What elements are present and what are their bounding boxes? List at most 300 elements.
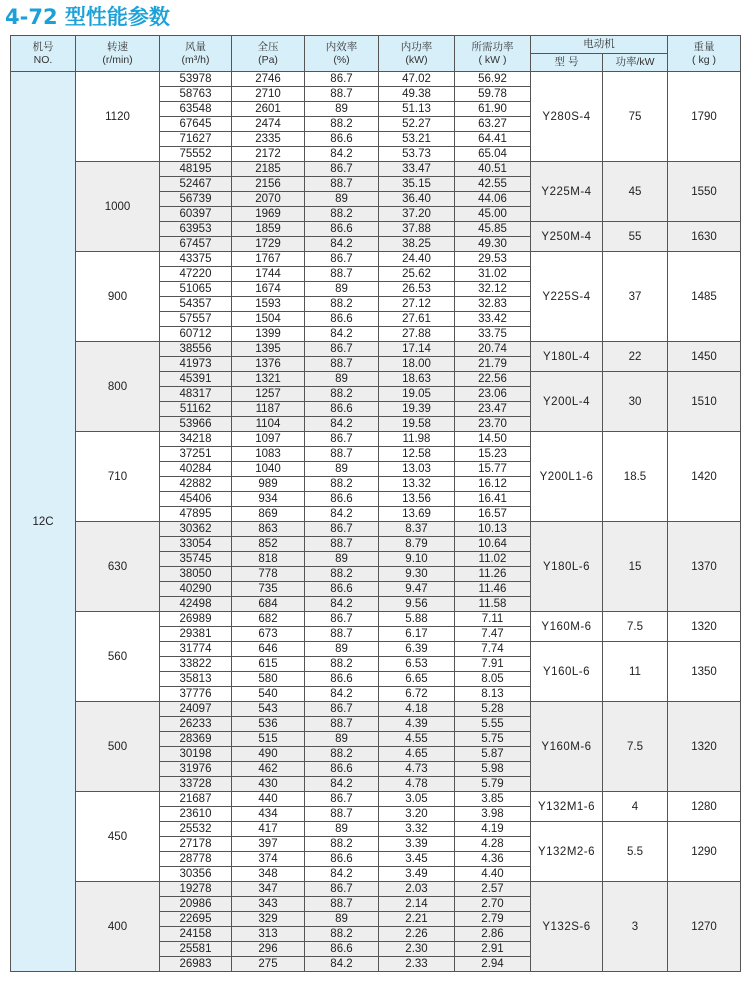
inner-power-cell: 6.53 xyxy=(379,657,455,672)
motor-type-cell: Y180L-4 xyxy=(531,342,603,372)
efficiency-cell: 89 xyxy=(305,822,379,837)
inner-power-cell: 4.18 xyxy=(379,702,455,717)
motor-type-cell: Y280S-4 xyxy=(531,72,603,162)
required-power-cell: 11.58 xyxy=(455,597,531,612)
required-power-cell: 59.78 xyxy=(455,87,531,102)
efficiency-cell: 84.2 xyxy=(305,867,379,882)
flow-cell: 47895 xyxy=(160,507,232,522)
inner-power-cell: 9.47 xyxy=(379,582,455,597)
efficiency-cell: 84.2 xyxy=(305,957,379,972)
flow-cell: 41973 xyxy=(160,357,232,372)
required-power-cell: 11.46 xyxy=(455,582,531,597)
inner-power-cell: 2.14 xyxy=(379,897,455,912)
flow-cell: 53966 xyxy=(160,417,232,432)
inner-power-cell: 17.14 xyxy=(379,342,455,357)
efficiency-cell: 88.2 xyxy=(305,477,379,492)
pressure-cell: 1504 xyxy=(232,312,305,327)
inner-power-cell: 2.26 xyxy=(379,927,455,942)
speed-cell: 1000 xyxy=(76,162,160,252)
weight-cell: 1370 xyxy=(668,522,741,612)
pressure-cell: 863 xyxy=(232,522,305,537)
weight-cell: 1450 xyxy=(668,342,741,372)
inner-power-cell: 4.65 xyxy=(379,747,455,762)
required-power-cell: 10.64 xyxy=(455,537,531,552)
flow-cell: 40290 xyxy=(160,582,232,597)
flow-cell: 71627 xyxy=(160,132,232,147)
inner-power-cell: 27.88 xyxy=(379,327,455,342)
efficiency-cell: 88.7 xyxy=(305,897,379,912)
pressure-cell: 1187 xyxy=(232,402,305,417)
efficiency-cell: 86.7 xyxy=(305,342,379,357)
flow-cell: 40284 xyxy=(160,462,232,477)
inner-power-cell: 13.03 xyxy=(379,462,455,477)
required-power-cell: 2.86 xyxy=(455,927,531,942)
weight-cell: 1320 xyxy=(668,612,741,642)
required-power-cell: 65.04 xyxy=(455,147,531,162)
inner-power-cell: 9.56 xyxy=(379,597,455,612)
pressure-cell: 313 xyxy=(232,927,305,942)
flow-cell: 26989 xyxy=(160,612,232,627)
flow-cell: 30198 xyxy=(160,747,232,762)
inner-power-cell: 24.40 xyxy=(379,252,455,267)
inner-power-cell: 19.39 xyxy=(379,402,455,417)
flow-cell: 25581 xyxy=(160,942,232,957)
flow-cell: 34218 xyxy=(160,432,232,447)
flow-cell: 19278 xyxy=(160,882,232,897)
efficiency-cell: 84.2 xyxy=(305,417,379,432)
efficiency-cell: 86.7 xyxy=(305,162,379,177)
motor-power-cell: 75 xyxy=(603,72,668,162)
flow-cell: 54357 xyxy=(160,297,232,312)
efficiency-cell: 88.2 xyxy=(305,207,379,222)
flow-cell: 24158 xyxy=(160,927,232,942)
inner-power-cell: 13.69 xyxy=(379,507,455,522)
required-power-cell: 61.90 xyxy=(455,102,531,117)
flow-cell: 63953 xyxy=(160,222,232,237)
pressure-cell: 1674 xyxy=(232,282,305,297)
inner-power-cell: 35.15 xyxy=(379,177,455,192)
pressure-cell: 1376 xyxy=(232,357,305,372)
speed-cell: 560 xyxy=(76,612,160,702)
flow-cell: 35813 xyxy=(160,672,232,687)
inner-power-cell: 25.62 xyxy=(379,267,455,282)
header-motor: 电动机 xyxy=(531,36,668,54)
motor-power-cell: 30 xyxy=(603,372,668,432)
table-row xyxy=(11,252,741,267)
efficiency-cell: 86.7 xyxy=(305,702,379,717)
pressure-cell: 1083 xyxy=(232,447,305,462)
pressure-cell: 2172 xyxy=(232,147,305,162)
table-row xyxy=(11,702,741,717)
pressure-cell: 2070 xyxy=(232,192,305,207)
required-power-cell: 14.50 xyxy=(455,432,531,447)
required-power-cell: 32.83 xyxy=(455,297,531,312)
performance-table xyxy=(10,35,741,972)
inner-power-cell: 9.30 xyxy=(379,567,455,582)
flow-cell: 33822 xyxy=(160,657,232,672)
pressure-cell: 1969 xyxy=(232,207,305,222)
efficiency-cell: 84.2 xyxy=(305,777,379,792)
motor-type-cell: Y225M-4 xyxy=(531,162,603,222)
weight-cell: 1350 xyxy=(668,642,741,702)
efficiency-cell: 89 xyxy=(305,642,379,657)
flow-cell: 43375 xyxy=(160,252,232,267)
required-power-cell: 4.40 xyxy=(455,867,531,882)
flow-cell: 22695 xyxy=(160,912,232,927)
required-power-cell: 22.56 xyxy=(455,372,531,387)
required-power-cell: 29.53 xyxy=(455,252,531,267)
efficiency-cell: 88.7 xyxy=(305,447,379,462)
weight-cell: 1485 xyxy=(668,252,741,342)
flow-cell: 75552 xyxy=(160,147,232,162)
motor-type-cell: Y200L-4 xyxy=(531,372,603,432)
motor-power-cell: 22 xyxy=(603,342,668,372)
weight-cell: 1290 xyxy=(668,822,741,882)
pressure-cell: 397 xyxy=(232,837,305,852)
flow-cell: 48317 xyxy=(160,387,232,402)
inner-power-cell: 6.72 xyxy=(379,687,455,702)
table-row xyxy=(11,612,741,627)
required-power-cell: 10.13 xyxy=(455,522,531,537)
flow-cell: 29381 xyxy=(160,627,232,642)
required-power-cell: 5.28 xyxy=(455,702,531,717)
pressure-cell: 1395 xyxy=(232,342,305,357)
inner-power-cell: 36.40 xyxy=(379,192,455,207)
inner-power-cell: 18.63 xyxy=(379,372,455,387)
required-power-cell: 7.74 xyxy=(455,642,531,657)
efficiency-cell: 86.6 xyxy=(305,582,379,597)
flow-cell: 51065 xyxy=(160,282,232,297)
efficiency-cell: 88.7 xyxy=(305,627,379,642)
motor-power-cell: 15 xyxy=(603,522,668,612)
efficiency-cell: 88.2 xyxy=(305,117,379,132)
weight-cell: 1320 xyxy=(668,702,741,792)
efficiency-cell: 86.7 xyxy=(305,72,379,87)
inner-power-cell: 51.13 xyxy=(379,102,455,117)
speed-cell: 1120 xyxy=(76,72,160,162)
inner-power-cell: 3.39 xyxy=(379,837,455,852)
table-row xyxy=(11,522,741,537)
required-power-cell: 63.27 xyxy=(455,117,531,132)
efficiency-cell: 88.7 xyxy=(305,177,379,192)
inner-power-cell: 13.32 xyxy=(379,477,455,492)
required-power-cell: 42.55 xyxy=(455,177,531,192)
flow-cell: 23610 xyxy=(160,807,232,822)
efficiency-cell: 84.2 xyxy=(305,687,379,702)
required-power-cell: 33.42 xyxy=(455,312,531,327)
efficiency-cell: 88.7 xyxy=(305,87,379,102)
required-power-cell: 5.87 xyxy=(455,747,531,762)
flow-cell: 67457 xyxy=(160,237,232,252)
inner-power-cell: 5.88 xyxy=(379,612,455,627)
header-pressure: 全压 (Pa) xyxy=(232,36,305,72)
motor-type-cell: Y132M1-6 xyxy=(531,792,603,822)
inner-power-cell: 37.88 xyxy=(379,222,455,237)
efficiency-cell: 88.2 xyxy=(305,747,379,762)
inner-power-cell: 27.12 xyxy=(379,297,455,312)
required-power-cell: 40.51 xyxy=(455,162,531,177)
pressure-cell: 536 xyxy=(232,717,305,732)
pressure-cell: 1257 xyxy=(232,387,305,402)
table-row xyxy=(11,72,741,87)
required-power-cell: 16.12 xyxy=(455,477,531,492)
pressure-cell: 1399 xyxy=(232,327,305,342)
inner-power-cell: 3.20 xyxy=(379,807,455,822)
speed-cell: 630 xyxy=(76,522,160,612)
required-power-cell: 44.06 xyxy=(455,192,531,207)
required-power-cell: 20.74 xyxy=(455,342,531,357)
flow-cell: 47220 xyxy=(160,267,232,282)
flow-cell: 20986 xyxy=(160,897,232,912)
flow-cell: 21687 xyxy=(160,792,232,807)
pressure-cell: 329 xyxy=(232,912,305,927)
flow-cell: 24097 xyxy=(160,702,232,717)
flow-cell: 33054 xyxy=(160,537,232,552)
motor-power-cell: 3 xyxy=(603,882,668,972)
required-power-cell: 2.79 xyxy=(455,912,531,927)
inner-power-cell: 19.58 xyxy=(379,417,455,432)
inner-power-cell: 53.21 xyxy=(379,132,455,147)
inner-power-cell: 38.25 xyxy=(379,237,455,252)
inner-power-cell: 3.49 xyxy=(379,867,455,882)
required-power-cell: 4.36 xyxy=(455,852,531,867)
pressure-cell: 684 xyxy=(232,597,305,612)
inner-power-cell: 33.47 xyxy=(379,162,455,177)
inner-power-cell: 52.27 xyxy=(379,117,455,132)
pressure-cell: 1744 xyxy=(232,267,305,282)
flow-cell: 26983 xyxy=(160,957,232,972)
required-power-cell: 16.57 xyxy=(455,507,531,522)
required-power-cell: 5.98 xyxy=(455,762,531,777)
efficiency-cell: 88.7 xyxy=(305,267,379,282)
flow-cell: 37251 xyxy=(160,447,232,462)
inner-power-cell: 49.38 xyxy=(379,87,455,102)
table-body xyxy=(11,72,741,972)
inner-power-cell: 2.21 xyxy=(379,912,455,927)
flow-cell: 30362 xyxy=(160,522,232,537)
required-power-cell: 33.75 xyxy=(455,327,531,342)
inner-power-cell: 8.79 xyxy=(379,537,455,552)
motor-power-cell: 18.5 xyxy=(603,432,668,522)
inner-power-cell: 4.78 xyxy=(379,777,455,792)
required-power-cell: 5.75 xyxy=(455,732,531,747)
required-power-cell: 3.98 xyxy=(455,807,531,822)
required-power-cell: 21.79 xyxy=(455,357,531,372)
header-efficiency: 内效率 (%) xyxy=(305,36,379,72)
required-power-cell: 2.91 xyxy=(455,942,531,957)
pressure-cell: 275 xyxy=(232,957,305,972)
required-power-cell: 23.06 xyxy=(455,387,531,402)
flow-cell: 33728 xyxy=(160,777,232,792)
weight-cell: 1280 xyxy=(668,792,741,822)
required-power-cell: 2.70 xyxy=(455,897,531,912)
pressure-cell: 543 xyxy=(232,702,305,717)
pressure-cell: 1729 xyxy=(232,237,305,252)
weight-cell: 1630 xyxy=(668,222,741,252)
flow-cell: 28778 xyxy=(160,852,232,867)
model-number-cell: 12C xyxy=(11,72,76,972)
pressure-cell: 2710 xyxy=(232,87,305,102)
flow-cell: 52467 xyxy=(160,177,232,192)
motor-type-cell: Y160L-6 xyxy=(531,642,603,702)
pressure-cell: 462 xyxy=(232,762,305,777)
efficiency-cell: 89 xyxy=(305,732,379,747)
flow-cell: 25532 xyxy=(160,822,232,837)
pressure-cell: 515 xyxy=(232,732,305,747)
inner-power-cell: 12.58 xyxy=(379,447,455,462)
required-power-cell: 5.55 xyxy=(455,717,531,732)
page-title: 4-72 型性能参数 xyxy=(5,5,170,29)
pressure-cell: 1593 xyxy=(232,297,305,312)
motor-power-cell: 45 xyxy=(603,162,668,222)
required-power-cell: 2.94 xyxy=(455,957,531,972)
pressure-cell: 490 xyxy=(232,747,305,762)
pressure-cell: 615 xyxy=(232,657,305,672)
flow-cell: 35745 xyxy=(160,552,232,567)
efficiency-cell: 86.6 xyxy=(305,852,379,867)
inner-power-cell: 3.45 xyxy=(379,852,455,867)
required-power-cell: 15.23 xyxy=(455,447,531,462)
efficiency-cell: 86.7 xyxy=(305,612,379,627)
efficiency-cell: 89 xyxy=(305,462,379,477)
efficiency-cell: 86.7 xyxy=(305,792,379,807)
pressure-cell: 440 xyxy=(232,792,305,807)
efficiency-cell: 86.6 xyxy=(305,942,379,957)
required-power-cell: 32.12 xyxy=(455,282,531,297)
flow-cell: 38050 xyxy=(160,567,232,582)
flow-cell: 58763 xyxy=(160,87,232,102)
required-power-cell: 15.77 xyxy=(455,462,531,477)
motor-power-cell: 37 xyxy=(603,252,668,342)
inner-power-cell: 4.55 xyxy=(379,732,455,747)
pressure-cell: 2601 xyxy=(232,102,305,117)
flow-cell: 27178 xyxy=(160,837,232,852)
efficiency-cell: 86.6 xyxy=(305,672,379,687)
weight-cell: 1550 xyxy=(668,162,741,222)
pressure-cell: 2746 xyxy=(232,72,305,87)
motor-power-cell: 4 xyxy=(603,792,668,822)
header-speed: 转速 (r/min) xyxy=(76,36,160,72)
pressure-cell: 778 xyxy=(232,567,305,582)
inner-power-cell: 13.56 xyxy=(379,492,455,507)
pressure-cell: 434 xyxy=(232,807,305,822)
speed-cell: 900 xyxy=(76,252,160,342)
inner-power-cell: 2.30 xyxy=(379,942,455,957)
efficiency-cell: 88.2 xyxy=(305,657,379,672)
motor-type-cell: Y160M-6 xyxy=(531,612,603,642)
pressure-cell: 934 xyxy=(232,492,305,507)
flow-cell: 42882 xyxy=(160,477,232,492)
required-power-cell: 11.26 xyxy=(455,567,531,582)
pressure-cell: 2335 xyxy=(232,132,305,147)
inner-power-cell: 47.02 xyxy=(379,72,455,87)
efficiency-cell: 86.7 xyxy=(305,882,379,897)
flow-cell: 60712 xyxy=(160,327,232,342)
efficiency-cell: 86.6 xyxy=(305,222,379,237)
required-power-cell: 64.41 xyxy=(455,132,531,147)
efficiency-cell: 84.2 xyxy=(305,147,379,162)
inner-power-cell: 6.17 xyxy=(379,627,455,642)
inner-power-cell: 19.05 xyxy=(379,387,455,402)
header-inner-power: 内功率 (kW) xyxy=(379,36,455,72)
efficiency-cell: 88.7 xyxy=(305,537,379,552)
flow-cell: 45406 xyxy=(160,492,232,507)
efficiency-cell: 88.7 xyxy=(305,717,379,732)
pressure-cell: 580 xyxy=(232,672,305,687)
required-power-cell: 23.47 xyxy=(455,402,531,417)
flow-cell: 45391 xyxy=(160,372,232,387)
weight-cell: 1420 xyxy=(668,432,741,522)
efficiency-cell: 89 xyxy=(305,192,379,207)
inner-power-cell: 6.65 xyxy=(379,672,455,687)
efficiency-cell: 86.7 xyxy=(305,522,379,537)
pressure-cell: 1040 xyxy=(232,462,305,477)
required-power-cell: 5.79 xyxy=(455,777,531,792)
motor-type-cell: Y180L-6 xyxy=(531,522,603,612)
header-weight: 重量 ( kg ) xyxy=(668,36,741,72)
pressure-cell: 1104 xyxy=(232,417,305,432)
pressure-cell: 1767 xyxy=(232,252,305,267)
efficiency-cell: 86.6 xyxy=(305,132,379,147)
table-row xyxy=(11,432,741,447)
motor-power-cell: 5.5 xyxy=(603,822,668,882)
motor-type-cell: Y250M-4 xyxy=(531,222,603,252)
pressure-cell: 682 xyxy=(232,612,305,627)
pressure-cell: 2185 xyxy=(232,162,305,177)
motor-power-cell: 7.5 xyxy=(603,612,668,642)
required-power-cell: 45.85 xyxy=(455,222,531,237)
flow-cell: 28369 xyxy=(160,732,232,747)
flow-cell: 31774 xyxy=(160,642,232,657)
inner-power-cell: 8.37 xyxy=(379,522,455,537)
flow-cell: 67645 xyxy=(160,117,232,132)
required-power-cell: 45.00 xyxy=(455,207,531,222)
pressure-cell: 989 xyxy=(232,477,305,492)
pressure-cell: 348 xyxy=(232,867,305,882)
required-power-cell: 7.11 xyxy=(455,612,531,627)
pressure-cell: 1321 xyxy=(232,372,305,387)
inner-power-cell: 18.00 xyxy=(379,357,455,372)
inner-power-cell: 11.98 xyxy=(379,432,455,447)
efficiency-cell: 86.7 xyxy=(305,252,379,267)
required-power-cell: 4.19 xyxy=(455,822,531,837)
pressure-cell: 818 xyxy=(232,552,305,567)
efficiency-cell: 88.2 xyxy=(305,837,379,852)
required-power-cell: 16.41 xyxy=(455,492,531,507)
efficiency-cell: 89 xyxy=(305,102,379,117)
efficiency-cell: 84.2 xyxy=(305,597,379,612)
efficiency-cell: 88.2 xyxy=(305,567,379,582)
required-power-cell: 8.13 xyxy=(455,687,531,702)
speed-cell: 710 xyxy=(76,432,160,522)
pressure-cell: 2156 xyxy=(232,177,305,192)
motor-type-cell: Y160M-6 xyxy=(531,702,603,792)
inner-power-cell: 53.73 xyxy=(379,147,455,162)
motor-type-cell: Y132S-6 xyxy=(531,882,603,972)
flow-cell: 51162 xyxy=(160,402,232,417)
weight-cell: 1510 xyxy=(668,372,741,432)
efficiency-cell: 88.7 xyxy=(305,357,379,372)
motor-power-cell: 7.5 xyxy=(603,702,668,792)
efficiency-cell: 84.2 xyxy=(305,507,379,522)
motor-type-cell: Y225S-4 xyxy=(531,252,603,342)
pressure-cell: 1859 xyxy=(232,222,305,237)
efficiency-cell: 86.6 xyxy=(305,492,379,507)
speed-cell: 500 xyxy=(76,702,160,792)
efficiency-cell: 86.6 xyxy=(305,762,379,777)
efficiency-cell: 88.2 xyxy=(305,927,379,942)
pressure-cell: 2474 xyxy=(232,117,305,132)
